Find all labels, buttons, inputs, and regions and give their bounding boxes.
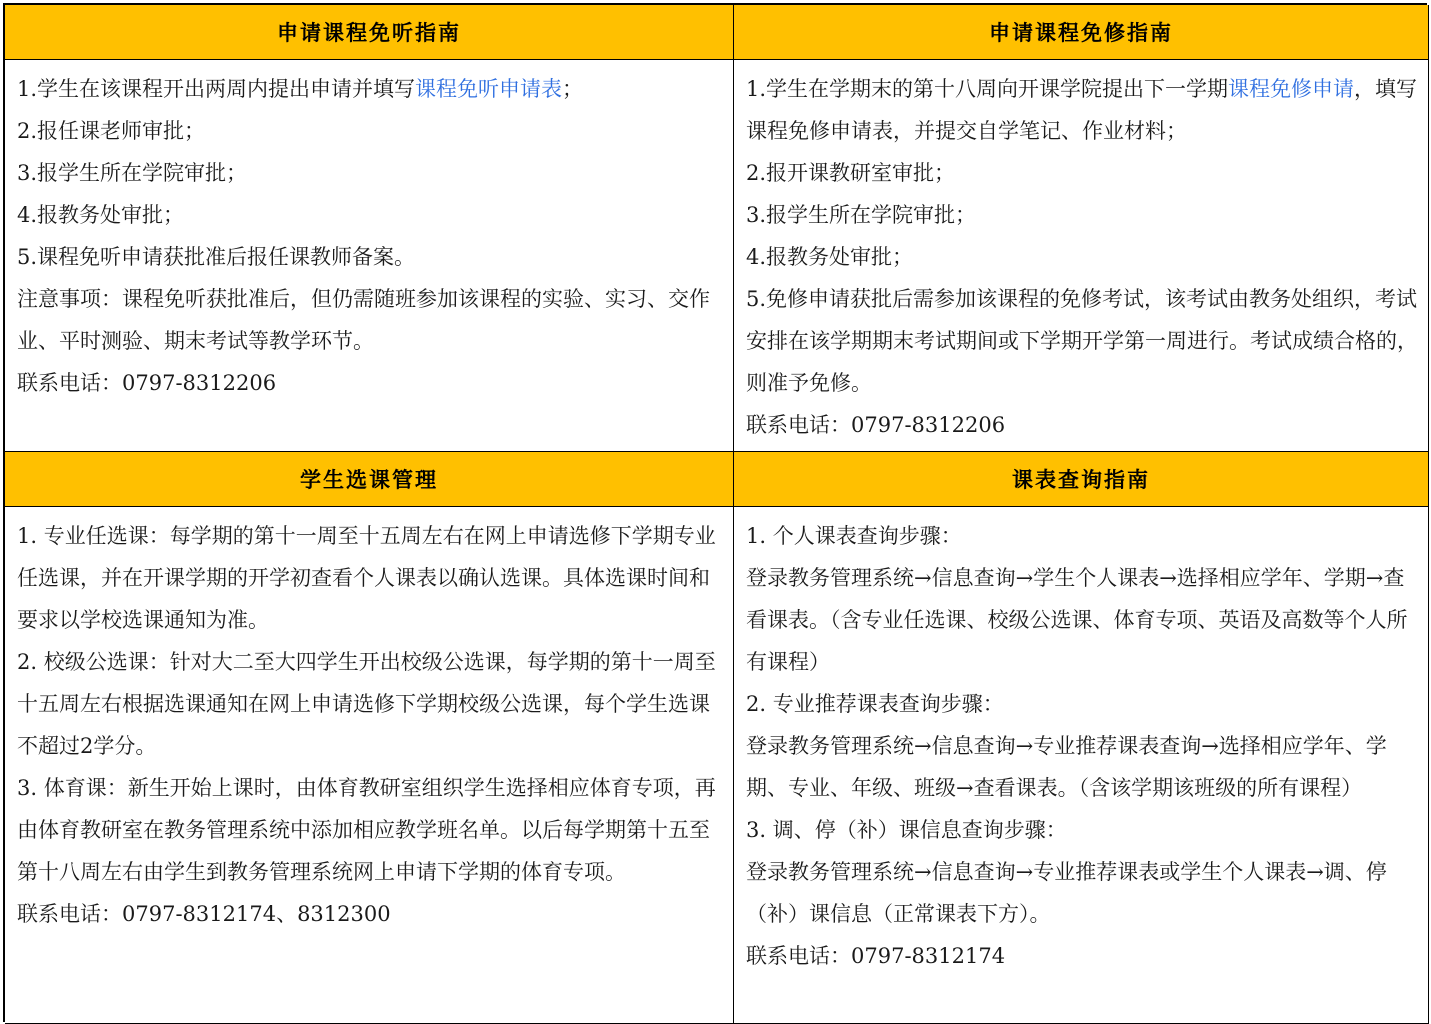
public-elective-item: 2. 校级公选课：针对大二至大四学生开出校级公选课，每学期的第十一周至十五周左右根据选课通知在网上申请选修下学期校级公选课，每个学生选课不超过2学分。 — [17, 650, 716, 758]
exempt-study-body — [734, 60, 1429, 452]
exempt-study-step-5: 5.免修申请获批后需参加该课程的免修考试，该考试由教务处组织，考试安排在该学期期末考试期间或下学期开学第一周进行。考试成绩合格的，则准予免修。 — [746, 287, 1418, 395]
exempt-study-step-1: 1.学生在学期末的第十八周向开课学院提出下一学期课程免修申请，填写课程免修申请表，并提交自学笔记、作业材料； — [746, 77, 1418, 143]
guide-table — [3, 3, 1427, 1022]
timetable-query-body — [734, 507, 1429, 1024]
exempt-listen-form-link[interactable]: 课程免听申请表 — [415, 77, 563, 101]
exempt-listen-step-4: 4.报教务处审批； — [17, 203, 185, 227]
adjust-timetable-steps: 登录教务管理系统→信息查询→专业推荐课表或学生个人课表→调、停（补）课信息（正常课表下方）。 — [746, 860, 1387, 926]
exempt-study-step-3: 3.报学生所在学院审批； — [746, 203, 977, 227]
timetable-query-title: 课表查询指南 — [1012, 467, 1150, 492]
exempt-listen-body — [5, 60, 734, 452]
exempt-listen-note: 注意事项：课程免听获批准后，但仍需随班参加该课程的实验、实习、交作业、平时测验、期末考试等教学环节。 — [17, 287, 710, 353]
course-selection-header — [5, 452, 734, 507]
timetable-query-header — [734, 452, 1429, 507]
exempt-study-apply-link[interactable]: 课程免修申请 — [1228, 77, 1355, 101]
course-selection-body — [5, 507, 734, 1024]
timetable-query-contact: 联系电话：0797-8312174 — [746, 944, 1006, 968]
exempt-study-title: 申请课程免修指南 — [989, 20, 1173, 45]
exempt-listen-step-3: 3.报学生所在学院审批； — [17, 161, 248, 185]
personal-timetable-steps: 登录教务管理系统→信息查询→学生个人课表→选择相应学年、学期→查看课表。（含专业任选课、校级公选课、体育专项、英语及高数等个人所有课程） — [746, 566, 1408, 674]
exempt-study-contact: 联系电话：0797-8312206 — [746, 413, 1006, 437]
exempt-listen-title: 申请课程免听指南 — [277, 20, 461, 45]
exempt-listen-contact: 联系电话：0797-8312206 — [17, 371, 277, 395]
major-elective-item: 1. 专业任选课：每学期的第十一周至十五周左右在网上申请选修下学期专业任选课，并在开课学期的开学初查看个人课表以确认选课。具体选课时间和要求以学校选课通知为准。 — [17, 524, 716, 632]
exempt-study-step-2: 2.报开课教研室审批； — [746, 161, 956, 185]
pe-course-item: 3. 体育课：新生开始上课时，由体育教研室组织学生选择相应体育专项，再由体育教研室在教务管理系统中添加相应教学班名单。以后每学期第十五至第十八周左右由学生到教务管理系统网上申请下学期的体育专项。 — [17, 776, 716, 884]
course-selection-contact: 联系电话：0797-8312174、8312300 — [17, 902, 391, 926]
major-timetable-steps: 登录教务管理系统→信息查询→专业推荐课表查询→选择相应学年、学期、专业、年级、班级→查看课表。（含该学期该班级的所有课程） — [746, 734, 1387, 800]
exempt-study-header — [734, 5, 1429, 60]
personal-timetable-step-title: 1. 个人课表查询步骤： — [746, 524, 962, 548]
exempt-listen-header — [5, 5, 734, 60]
exempt-study-step-4: 4.报教务处审批； — [746, 245, 914, 269]
exempt-listen-step-2: 2.报任课老师审批； — [17, 119, 206, 143]
course-selection-title: 学生选课管理 — [300, 467, 438, 492]
adjust-timetable-step-title: 3. 调、停（补）课信息查询步骤： — [746, 818, 1067, 842]
exempt-listen-step-5: 5.课程免听申请获批准后报任课教师备案。 — [17, 245, 416, 269]
exempt-listen-step-1: 1.学生在该课程开出两周内提出申请并填写课程免听申请表； — [17, 77, 584, 101]
major-timetable-step-title: 2. 专业推荐课表查询步骤： — [746, 692, 1004, 716]
